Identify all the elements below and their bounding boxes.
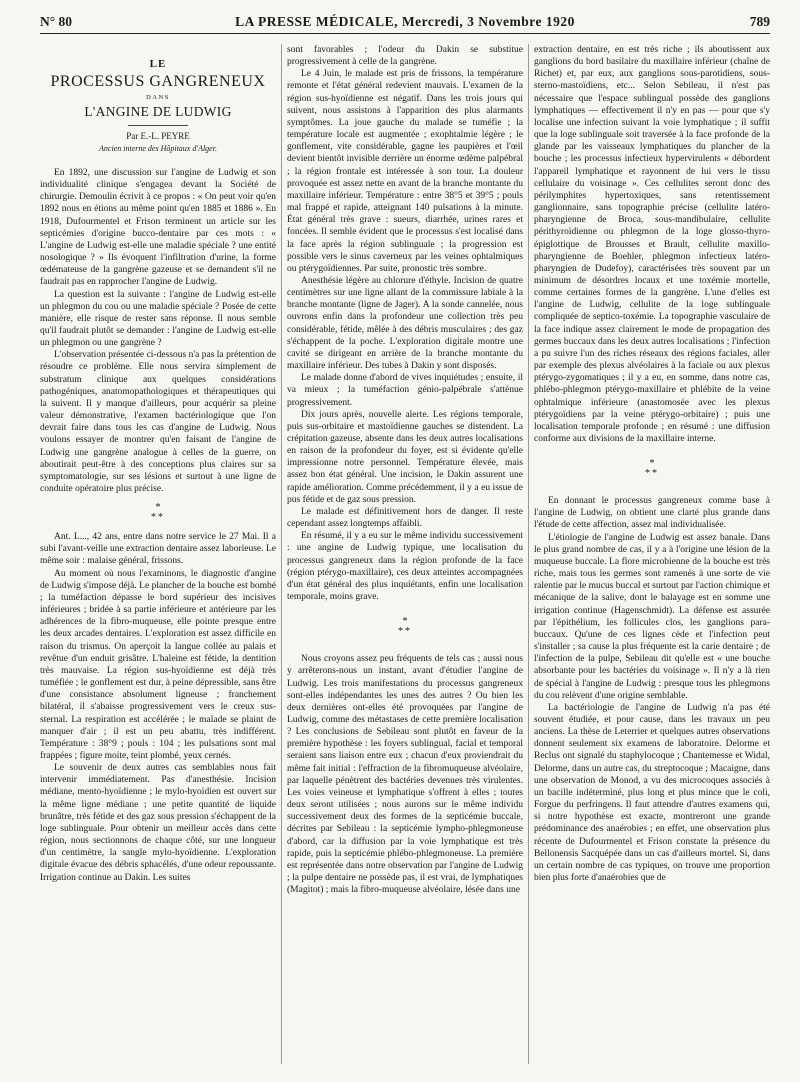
article-author: Par E.-L. PEYRE	[126, 130, 190, 141]
page-header	[40, 14, 770, 34]
article-subtitle: L'ANGINE DE LUDWIG	[84, 104, 232, 120]
journal-title: LA PRESSE MÉDICALE, Mercredi, 3 Novembre 1920	[235, 14, 575, 29]
paragraph: L'étiologie de l'angine de Ludwig est assez banale. Dans le plus grand nombre de cas, il y a à l'origine une lésion de la muqueuse buccale. La flore microbienne de la bouche est très riche, mais tous les germes sont ramenés à une sorte de vie ralentie par le mucus buccal et surtout par l'action chimique et mécanique de la salive, dont le balayage est en somme une irrigation continue (Hagenschmidt). La défense est assurée par l'épithélium, les follicules clos, les ganglions para-buccaux. Qu'une de ces lignes cède et l'infection peut s'installer ; sa cause la plus fréquente est la carie dentaire ; de l'infection de la pulpe, Sebileau dit qu'elle est « une bouche absorbante pour les bactéries du voisinage ». Il n'y a là rien de spécial à l'angine de Ludwig : presque tous les phlegmons du cou relèvent d'une origine semblable.	[534, 532, 770, 701]
column-3	[534, 44, 770, 884]
paragraph: En 1892, une discussion sur l'angine de Ludwig et son individualité clinique s'engagea devant la Société de chirurgie. Demoulin écrivit à ce propos : « On peut voir qu'en 1892 nous en étions au même point qu'en 1885 et 1886 ». En 1918, Dufourmentel et Frison terminent un article sur les septicémies d'origine bucco-dentaire par ces mots : « L'angine de Ludwig est-elle une maladie spéciale ? une entité nosologique ? » Ils évoquent l'infiltration d'urine, la forme œdémateuse de la gangrène gazeuse et se demandent s'il ne faudrait pas en rapprocher l'angine de Ludwig.	[40, 167, 276, 288]
paragraph: La bactériologie de l'angine de Ludwig n'a pas été souvent étudiée, et pour cause, dans les travaux un peu anciens. La thèse de Leterrier et quelques autres observations donnent seulement six examens de laboratoire. Delorme et Reclus ont signalé du staphylocoque ; Chantemesse et Widal, Delorme, dans un autre cas, du streptocoque ; Macaigne, dans une observation de Monod, a vu des microcoques associés à un bacille indéterminé, plus long et plus mince que le coli, Forgue du perfringens. Il faut attendre d'autres examens qui, si notre hypothèse est exacte, montreront une grande prédominance des anaérobies ; en effet, une observation plus récente de Dufourmentel et Frison constate la présence du Bellonensis Sacquépée dans un cas d'ailleurs mortel. Si, dans un certain nombre de cas typiques, on trouve une proportion bien plus forte d'anaérobies que de	[534, 702, 770, 883]
article-heading	[40, 58, 276, 155]
paragraph: Ant. L..., 42 ans, entre dans notre service le 27 Mai. Il a subi l'avant-veille une extraction dentaire assez laborieuse. Le même soir : malaise général, frissons.	[40, 532, 276, 567]
paragraph: Dix jours après, nouvelle alerte. Les régions temporale, puis sus-orbitaire et mastoïdienne gauches se distendent. La crépitation gazeuse, absente dans les deux autres localisations en raison de la profondeur du foyer, est si évidente qu'elle impressionne notre personnel. Température élevée, mais assez bon état général. Une incision, le Dakin assurent une rapide amélioration. Comme précédemment, il y a eu issue de pus fétide et de gaz sous pression.	[287, 409, 523, 505]
section-separator-asterisks: * **	[645, 458, 659, 480]
article-title-prefix: LE	[149, 58, 167, 70]
column-1	[40, 44, 276, 884]
paragraph: L'observation présentée ci-dessous n'a pas la prétention de résoudre ce problème. Elle nous servira simplement de substratum clinique aux quelques considérations pathogéniques, anatomopathologiques et thérapeutiques qui la suivent. Il y manque d'ailleurs, pour acquérir sa pleine valeur démonstrative, l'examen bactériologique que l'on devrait faire dans tous les cas d'angine de Ludwig. Nous voulons essayer de montrer qu'en faisant de l'angine de Ludwig une gangrène analogue à celles de la guerre, on aboutirait peut-être à des conceptions plus claires sur sa symptomatologie, sur ses lésions et surtout à une ligne de conduite opératoire plus précise.	[40, 350, 276, 494]
paragraph: extraction dentaire, en est très riche ; ils aboutissent aux ganglions du bord basilaire du maxillaire inférieur (chaîne de Richet) et, par eux, aux ganglions sous-parotidiens, sous-sterno-mastoïdiens, etc... Selon Sebileau, il n'est pas nécessaire que l'espace sublingual possède des ganglions lymphatiques — effectivement il n'y en pas — pour que s'y localise une infection suivant la voie lymphatique ; il suffit que la loge sublinguale soit traversée à la face profonde de la glande par les vaisseaux lymphatiques du plancher de la bouche ; les processus infectieux hypervirulents « débordent l'appareil lymphatique et rayonnent de lui vers le tissu cellulaire du voisinage ». Ces cellulites seront donc des périlymphites hypertoxiques, sans retentissement ganglionnaire, sans topographie précise (cellulite latéro-pharyngienne de Broca, sous-mandibulaire, cellulite périthyroïdienne ou phlegmon de la loge glosso-thyro-épiglottique de Brousses et Brault, cellulite maxillo-pharyngienne de Boehler, phlegmon infectieux latéro-pharyngien de Dudefoy), caractérisées très souvent par un minimum de désordres locaux et une toxémie mortelle, comme certaines formes de la gangrène. L'une d'elles est l'angine de Ludwig, cellulite de la loge sublinguale compliquée de septico-toxémie. La topographie vasculaire de la face indique assez clairement le mode de propagation des germes buccaux dans les deux autres localisations ; l'infection a pu suivre l'un des riches réseaux des régions faciales, aller par exemple des plexus alvéolaires à la faciale ou aux plexus ptérygo-zygomatiques ; il y a eu, en somme, dans notre cas, phlébo-phlegmon ptérygo-maxillaire et phlébite de la veine ophtalmique inférieure (anastomosée avec les plexus ptérygoïdiens par la veine ptérygo-orbitaire) ; puis une localisation temporale profonde ; en résumé : une diffusion conforme aux divisions de la maxillaire interne.	[534, 45, 770, 444]
paragraph: Le malade donne d'abord de vives inquiétudes ; ensuite, il va mieux ; la tuméfaction génio-palpébrale s'atténue progressivement.	[287, 373, 523, 408]
column-divider	[528, 44, 529, 1064]
article-title: PROCESSUS GANGRENEUX	[50, 73, 266, 91]
column-divider	[281, 44, 282, 1064]
section-separator-asterisks: * **	[151, 502, 165, 524]
paragraph: Nous croyons assez peu fréquents de tels cas ; aussi nous y arrêterons-nous un instant, avant d'étudier l'angine de Ludwig. Les trois manifestations du processus gangreneux sont-elles indépendantes les unes des autres ? Ou bien les deux dernières ont-elles été provoquées par l'angine de Ludwig, comme des métastases de cette première localisation ? Les conclusions de Sebileau sont plutôt en faveur de la première hypothèse : les foyers sublingual, facial et temporal seraient sans liaison entre eux ; chacun d'eux proviendrait du même fait initial : l'effraction de la fibromuqueuse alvéolaire, par laquelle pénètrent des bactéries devenues très virulentes. Les voies veineuse et lymphatique s'offrent à elles ; toutes deux seront utilisées ; nous aurons sur le même individu successivement deux des formes de la septicémie buccale, décrites par Sebileau : la septicémie lympho-phlegmoneuse d'abord, car la diffusion par la voie lymphatique est très rapide, puis la septicémie phlébo-phlegmoneuse. La première est représentée dans notre observation par l'angine de Ludwig ; la pulpe dentaire ne possède pas, il est vrai, de lymphatiques (Magitot) ; mais la fibro-muqueuse alvéolaire, lésée dans une	[287, 654, 523, 896]
column-2	[287, 44, 523, 896]
paragraph: En résumé, il y a eu sur le même individu successivement : une angine de Ludwig typique, une localisation du processus gangreneux dans la région profonde de la face (région ptérygo-maxillaire), ces deux atteintes accompagnées d'un état général des plus inquiétants, enfin une localisation temporale, moins grave.	[287, 531, 523, 603]
header-rule	[40, 33, 770, 34]
paragraph: La question est la suivante : l'angine de Ludwig est-elle un phlegmon du cou ou une maladie spéciale ? Posée de cette manière, elle risque de rester sans réponse. Il nous semble qu'il faudrait plutôt se demander : l'angine de Ludwig est-elle un phlegmon ou une gangrène ?	[40, 289, 276, 349]
issue-number: N° 80	[40, 14, 73, 29]
paragraph: Le 4 Juin, le malade est pris de frissons, la température remonte et l'état général redevient mauvais. L'examen de la région sus-hyoïdienne est négatif. Dans les trois jours qui suivent, nous assistons à l'apparition des plus alarmants symptômes. La joue gauche du malade se tuméfie ; la température locale est augmentée ; exophtalmie légère ; le gonflement, vite considérable, gagne les paupières et l'œil devient bientôt invisible derrière un énorme œdème palpébral ; la région frontale est intéressée à son tour. La douleur provoquée est assez nette en avant de la branche montante du maxillaire inférieur. Température : entre 38°5 et 39°5 ; pouls mal frappé et rapide, atteignant 140 pulsations à la minute. État général très grave : sueurs, diarrhée, urines rares et foncées. Il semble évident que le processus s'est localisé dans la face après la région sublinguale ; la progression est possible vers le sinus caverneux par les veines ophtalmiques ou ptérygoïdiennes. Par suite, pronostic très sombre.	[287, 69, 523, 274]
article-title-connector: DANS	[146, 94, 170, 102]
paragraph: Le souvenir de deux autres cas semblables nous fait intervenir immédiatement. Pas d'anesthésie. Incision médiane, mento-hyoïdienne ; le mylo-hyoïdien est ouvert sur la même ligne médiane ; une petite quantité de liquide brunâtre, très fétide et des gaz sous pression s'échappent de la loge sublinguale. Pour obtenir un meilleur accès dans cette région, nous sectionnons de chaque côté, sur une longueur d'un centimètre, la sangle mylo-hyoïdienne. L'exploration digitale évacue des débris sphacélés, d'une odeur repoussante. Irrigation continue au Dakin. Les suites	[40, 763, 276, 883]
paragraph: Anesthésie légère au chlorure d'éthyle. Incision de quatre centimètres sur une ligne allant de la commissure labiale à la branche montante (ligne de Jager). A la sonde cannelée, nous ouvrons enfin dans la profondeur une collection très peu considérable, fétide, mêlée à des débris musculaires ; des gaz s'échappent de la poche. L'exploration digitale montre une cavité se dirigeant en arrière de la branche montante du maxillaire inférieur. Des tubes à Dakin y sont disposés.	[287, 275, 523, 372]
paragraph: Au moment où nous l'examinons, le diagnostic d'angine de Ludwig s'impose déjà. Le plancher de la bouche est bombé ; la tuméfaction dépasse le bord supérieur des incisives inférieures ; bridée à sa partie inférieure et antérieure par les adhérences de la fibro-muqueuse, elle pointe presque entre les deux arcades dentaires. L'exploration est assez difficile en raison du trismus. On aperçoit la langue collée au palais et revêtue d'un enduit grisâtre. L'haleine est fétide, la dentition très mauvaise. La région sus-hyoïdienne est déjà très tuméfiée ; le gonflement est dur, à peine dépressible, sans être d'une consistance absolument ligneuse ; franchement bilatéral, il s'abaisse progressivement vers le creux sus-sternal. La respiration est accélérée ; le malade se plaint de manquer d'air ; il est un peu abattu, très indifférent. Température : 38°9 ; pouls : 104 ; les pulsations sont mal frappées ; figure moite, teint plombé, yeux cernés.	[40, 568, 276, 761]
title-rule	[128, 125, 188, 126]
paragraph: En donnant le processus gangreneux comme base à l'angine de Ludwig, on obtient une clarté plus grande dans l'étude de cette affection, assez mal individualisée.	[534, 496, 770, 531]
paragraph: Le malade est définitivement hors de danger. Il reste cependant assez longtemps affaibli.	[287, 506, 523, 530]
page-number: 789	[749, 14, 770, 29]
author-affiliation: Ancien interne des Hôpitaux d'Alger.	[99, 143, 217, 153]
section-separator-asterisks: * **	[398, 616, 412, 638]
paragraph: sont favorables ; l'odeur du Dakin se substitue progressivement à celle de la gangrène.	[287, 45, 523, 68]
